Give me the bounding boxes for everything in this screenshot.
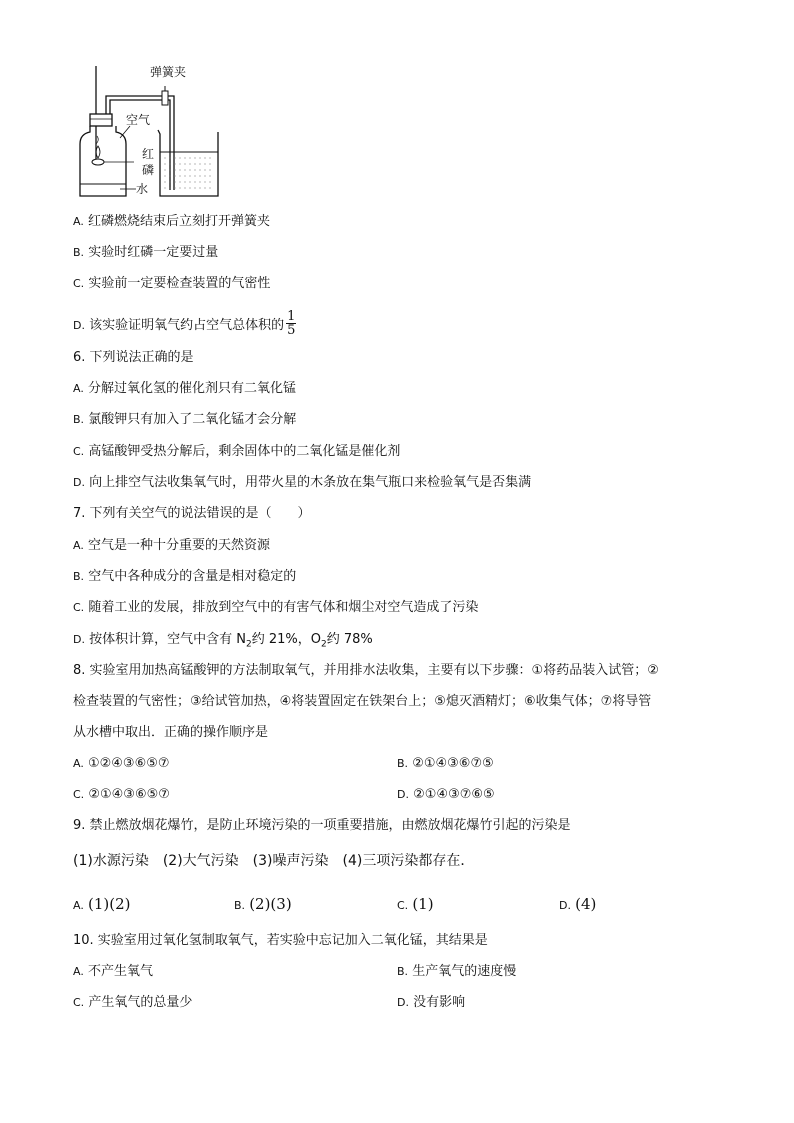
q10-option-c: C. 产生氧气的总量少 bbox=[73, 995, 193, 1010]
q6-option-b: B. 氯酸钾只有加入了二氧化锰才会分解 bbox=[73, 412, 297, 427]
q7-option-b: B. 空气中各种成分的含量是相对稳定的 bbox=[73, 569, 297, 584]
q6-option-d: D. 向上排空气法收集氧气时，用带火星的木条放在集气瓶口来检验氧气是否集满 bbox=[73, 475, 532, 490]
q10-stem: 10. 实验室用过氧化氢制取氧气，若实验中忘记加入二氧化锰，其结果是 bbox=[73, 933, 488, 948]
q8-stem-line1: 8. 实验室用加热高锰酸钾的方法制取氧气，并用排水法收集，主要有以下步骤：①将药品装入试管；② bbox=[73, 663, 659, 678]
q10-option-a: A. 不产生氧气 bbox=[73, 964, 153, 979]
q7-option-a: A. 空气是一种十分重要的天然资源 bbox=[73, 538, 270, 553]
beaker bbox=[158, 130, 218, 196]
q10-option-d: D. 没有影响 bbox=[397, 995, 466, 1010]
q10-option-b: B. 生产氧气的速度慢 bbox=[397, 964, 517, 979]
beaker-water bbox=[164, 158, 214, 188]
q8-option-d: D. ②①④③⑦⑥⑤ bbox=[397, 787, 495, 802]
q6-option-a: A. 分解过氧化氢的催化剂只有二氧化锰 bbox=[73, 381, 296, 396]
q9-items: (1)水源污染 (2)大气污染 (3)噪声污染 (4)三项污染都存在． bbox=[73, 853, 475, 869]
apparatus-figure bbox=[74, 62, 234, 202]
q6-option-c: C. 高锰酸钾受热分解后，剩余固体中的二氧化锰是催化剂 bbox=[73, 444, 401, 459]
q9-option-d: D. (4) bbox=[559, 895, 597, 913]
connecting-tube bbox=[106, 96, 174, 190]
fraction-one-fifth: $\frac{1}{5}$ bbox=[287, 309, 296, 338]
label-red: 红 bbox=[142, 147, 155, 161]
q7-stem: 7. 下列有关空气的说法错误的是（ ） bbox=[73, 506, 311, 521]
label-spring-clamp: 弹簧夹 bbox=[150, 65, 187, 79]
q7-option-d: D. 按体积计算，空气中含有 $N_2$约 21%，$O_2$约 78% bbox=[73, 632, 373, 650]
q8-stem-line3: 从水槽中取出．正确的操作顺序是 bbox=[73, 725, 269, 740]
q5-option-b: B. 实验时红磷一定要过量 bbox=[73, 245, 219, 260]
label-phosphorus: 磷 bbox=[142, 163, 155, 177]
combustion-spoon bbox=[92, 159, 104, 165]
q5-option-d: D. 该实验证明氧气约占空气总体积的 $\frac{1}{5}$ bbox=[73, 309, 296, 338]
q9-option-b: B. (2)(3) bbox=[234, 895, 292, 913]
q8-option-c: C. ②①④③⑥⑤⑦ bbox=[73, 787, 170, 802]
q5-option-a: A. 红磷燃烧结束后立刻打开弹簧夹 bbox=[73, 214, 270, 229]
rubber-stopper bbox=[90, 114, 112, 126]
spring-clamp bbox=[162, 91, 168, 105]
q9-option-a: A. (1)(2) bbox=[73, 895, 131, 913]
q7-option-c: C. 随着工业的发展，排放到空气中的有害气体和烟尘对空气造成了污染 bbox=[73, 600, 479, 615]
q9-stem: 9. 禁止燃放烟花爆竹，是防止环境污染的一项重要措施，由燃放烟花爆竹引起的污染是 bbox=[73, 818, 571, 833]
q9-option-c: C. (1) bbox=[397, 895, 434, 913]
label-air: 空气 bbox=[126, 113, 151, 127]
q5-option-c: C. 实验前一定要检查装置的气密性 bbox=[73, 276, 271, 291]
q8-stem-line2: 检查装置的气密性；③给试管加热，④将装置固定在铁架台上；⑤熄灭酒精灯；⑥收集气体；⑦将导管 bbox=[73, 694, 652, 709]
q8-option-b: B. ②①④③⑥⑦⑤ bbox=[397, 756, 494, 771]
label-water: 水 bbox=[136, 182, 149, 196]
q8-option-a: A. ①②④③⑥⑤⑦ bbox=[73, 756, 170, 771]
q6-stem: 6. 下列说法正确的是 bbox=[73, 350, 194, 365]
